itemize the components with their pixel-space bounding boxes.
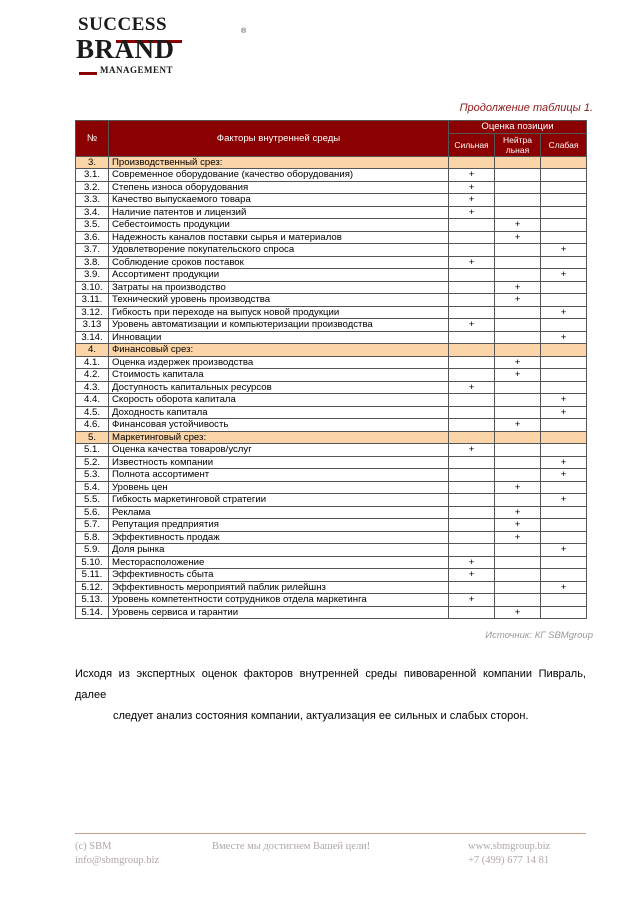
- mark-strong: +: [449, 181, 495, 194]
- row-number: 3.: [76, 156, 109, 169]
- factor-name: Качество выпускаемого товара: [109, 194, 449, 207]
- factor-name: Реклама: [109, 506, 449, 519]
- table-row: [76, 569, 587, 582]
- factor-name: Современное оборудование (качество оборудования): [109, 169, 449, 182]
- mark-strong: [449, 606, 495, 619]
- row-number: 5.9.: [76, 544, 109, 557]
- factor-name: Соблюдение сроков поставок: [109, 256, 449, 269]
- table-row: [76, 194, 587, 207]
- table-row: [76, 406, 587, 419]
- mark-strong: +: [449, 206, 495, 219]
- company-logo: [76, 14, 247, 76]
- row-number: 5.11.: [76, 569, 109, 582]
- factor-name: Ассортимент продукции: [109, 269, 449, 282]
- mark-weak: [541, 281, 587, 294]
- footer-phone: +7 (499) 677 14 81: [468, 855, 550, 866]
- mark-neutral: [495, 344, 541, 357]
- factor-name: Оценка издержек производства: [109, 356, 449, 369]
- table-row: [76, 219, 587, 232]
- mark-weak: [541, 531, 587, 544]
- section-row: [76, 431, 587, 444]
- mark-strong: [449, 394, 495, 407]
- factor-name: Технический уровень производства: [109, 294, 449, 307]
- table-row: [76, 469, 587, 482]
- mark-neutral: [495, 569, 541, 582]
- mark-strong: +: [449, 594, 495, 607]
- row-number: 3.6.: [76, 231, 109, 244]
- header-number: №: [76, 121, 109, 157]
- table-row: [76, 606, 587, 619]
- header-neutral: Нейтра льная: [495, 133, 541, 156]
- factor-name: Инновации: [109, 331, 449, 344]
- mark-weak: [541, 181, 587, 194]
- factor-name: Производственный срез:: [109, 156, 449, 169]
- row-number: 3.14.: [76, 331, 109, 344]
- factor-name: Уровень автоматизации и компьютеризации производства: [109, 319, 449, 332]
- mark-neutral: [495, 169, 541, 182]
- section-row: [76, 156, 587, 169]
- table-body: [76, 156, 587, 619]
- mark-strong: [449, 431, 495, 444]
- footer-left: [75, 840, 159, 868]
- mark-neutral: +: [495, 294, 541, 307]
- mark-strong: [449, 269, 495, 282]
- factor-name: Доступность капитальных ресурсов: [109, 381, 449, 394]
- mark-neutral: [495, 494, 541, 507]
- mark-strong: +: [449, 556, 495, 569]
- row-number: 4.1.: [76, 356, 109, 369]
- paragraph-line-2: следует анализ состояния компании, актуализация ее сильных и слабых сторон.: [113, 710, 529, 722]
- body-paragraph: [75, 664, 586, 727]
- mark-neutral: +: [495, 606, 541, 619]
- table-row: [76, 419, 587, 432]
- table-row: [76, 506, 587, 519]
- mark-neutral: [495, 581, 541, 594]
- factor-name: Финансовый срез:: [109, 344, 449, 357]
- table-continuation-label: Продолжение таблицы 1.: [459, 102, 593, 114]
- mark-neutral: [495, 181, 541, 194]
- mark-strong: [449, 156, 495, 169]
- row-number: 5.: [76, 431, 109, 444]
- factor-name: Наличие патентов и лицензий: [109, 206, 449, 219]
- logo-line-management: MANAGEMENT: [100, 65, 173, 75]
- row-number: 3.3.: [76, 194, 109, 207]
- table-row: [76, 306, 587, 319]
- factor-name: Стоимость капитала: [109, 369, 449, 382]
- registered-mark: ®: [241, 28, 247, 35]
- mark-neutral: +: [495, 231, 541, 244]
- factor-name: Себестоимость продукции: [109, 219, 449, 232]
- mark-weak: +: [541, 269, 587, 282]
- footer-slogan: Вместе мы достигнем Вашей цели!: [212, 841, 371, 852]
- table-row: [76, 369, 587, 382]
- mark-strong: +: [449, 381, 495, 394]
- table-row: [76, 206, 587, 219]
- row-number: 5.8.: [76, 531, 109, 544]
- row-number: 4.: [76, 344, 109, 357]
- mark-strong: [449, 356, 495, 369]
- row-number: 3.5.: [76, 219, 109, 232]
- row-number: 5.2.: [76, 456, 109, 469]
- mark-strong: [449, 519, 495, 532]
- table-source: Источник: КГ SBMgroup: [485, 630, 593, 641]
- row-number: 5.13.: [76, 594, 109, 607]
- table-row: [76, 169, 587, 182]
- table-row: [76, 181, 587, 194]
- mark-strong: [449, 244, 495, 257]
- mark-weak: +: [541, 456, 587, 469]
- footer-copyright: (c) SBM: [75, 841, 112, 852]
- mark-strong: +: [449, 569, 495, 582]
- mark-strong: +: [449, 319, 495, 332]
- row-number: 5.3.: [76, 469, 109, 482]
- factor-name: Уровень цен: [109, 481, 449, 494]
- mark-neutral: [495, 431, 541, 444]
- table-row: [76, 319, 587, 332]
- mark-neutral: +: [495, 369, 541, 382]
- mark-weak: [541, 381, 587, 394]
- mark-neutral: [495, 444, 541, 457]
- mark-weak: [541, 256, 587, 269]
- mark-neutral: [495, 556, 541, 569]
- mark-weak: +: [541, 581, 587, 594]
- row-number: 4.4.: [76, 394, 109, 407]
- mark-strong: [449, 531, 495, 544]
- table-row: [76, 269, 587, 282]
- table-row: [76, 594, 587, 607]
- factor-name: Эффективность мероприятий паблик рилейшнз: [109, 581, 449, 594]
- mark-strong: [449, 281, 495, 294]
- factor-name: Полнота ассортимент: [109, 469, 449, 482]
- row-number: 3.11.: [76, 294, 109, 307]
- table-row: [76, 519, 587, 532]
- logo-line-brand: BRAND: [76, 34, 175, 64]
- table-row: [76, 256, 587, 269]
- mark-neutral: +: [495, 281, 541, 294]
- paragraph-line-1: Исходя из экспертных оценок факторов внутренней среды пивоваренной компании Пивраль, далее: [75, 668, 586, 701]
- factor-name: Финансовая устойчивость: [109, 419, 449, 432]
- mark-weak: +: [541, 494, 587, 507]
- mark-weak: +: [541, 306, 587, 319]
- factor-name: Эффективность сбыта: [109, 569, 449, 582]
- mark-strong: [449, 306, 495, 319]
- mark-weak: [541, 169, 587, 182]
- factor-name: Затраты на производство: [109, 281, 449, 294]
- mark-weak: [541, 206, 587, 219]
- table-row: [76, 581, 587, 594]
- mark-neutral: [495, 544, 541, 557]
- factor-name: Оценка качества товаров/услуг: [109, 444, 449, 457]
- table-row: [76, 556, 587, 569]
- mark-strong: [449, 294, 495, 307]
- mark-weak: [541, 194, 587, 207]
- mark-weak: [541, 481, 587, 494]
- mark-strong: [449, 456, 495, 469]
- mark-neutral: +: [495, 219, 541, 232]
- row-number: 5.14.: [76, 606, 109, 619]
- table-row: [76, 481, 587, 494]
- section-row: [76, 344, 587, 357]
- mark-neutral: [495, 194, 541, 207]
- mark-strong: [449, 481, 495, 494]
- mark-neutral: [495, 456, 541, 469]
- table-row: [76, 294, 587, 307]
- row-number: 3.7.: [76, 244, 109, 257]
- factor-name: Маркетинговый срез:: [109, 431, 449, 444]
- mark-neutral: +: [495, 356, 541, 369]
- mark-strong: [449, 506, 495, 519]
- mark-strong: +: [449, 444, 495, 457]
- row-number: 3.10.: [76, 281, 109, 294]
- mark-strong: [449, 494, 495, 507]
- mark-strong: [449, 231, 495, 244]
- footer-email: info@sbmgroup.biz: [75, 855, 160, 866]
- table-row: [76, 544, 587, 557]
- mark-strong: [449, 406, 495, 419]
- row-number: 3.9.: [76, 269, 109, 282]
- mark-weak: [541, 606, 587, 619]
- header-strong: Сильная: [449, 133, 495, 156]
- mark-strong: [449, 219, 495, 232]
- mark-neutral: +: [495, 519, 541, 532]
- mark-weak: [541, 431, 587, 444]
- mark-strong: +: [449, 256, 495, 269]
- row-number: 3.13: [76, 319, 109, 332]
- logo-accent-bar-small: [79, 72, 97, 75]
- mark-neutral: +: [495, 531, 541, 544]
- row-number: 5.1.: [76, 444, 109, 457]
- mark-weak: [541, 569, 587, 582]
- internal-factors-table: [75, 120, 587, 619]
- row-number: 4.5.: [76, 406, 109, 419]
- factor-name: Месторасположение: [109, 556, 449, 569]
- row-number: 5.10.: [76, 556, 109, 569]
- factor-name: Репутация предприятия: [109, 519, 449, 532]
- mark-strong: +: [449, 194, 495, 207]
- mark-strong: +: [449, 169, 495, 182]
- header-weak: Слабая: [541, 133, 587, 156]
- factor-name: Скорость оборота капитала: [109, 394, 449, 407]
- factor-name: Гибкость маркетинговой стратегии: [109, 494, 449, 507]
- mark-neutral: +: [495, 419, 541, 432]
- mark-strong: [449, 419, 495, 432]
- row-number: 4.2.: [76, 369, 109, 382]
- table-row: [76, 531, 587, 544]
- mark-neutral: [495, 406, 541, 419]
- table-row: [76, 394, 587, 407]
- mark-weak: [541, 219, 587, 232]
- mark-weak: +: [541, 469, 587, 482]
- mark-weak: +: [541, 544, 587, 557]
- mark-weak: [541, 294, 587, 307]
- mark-weak: [541, 506, 587, 519]
- row-number: 3.12.: [76, 306, 109, 319]
- table-row: [76, 356, 587, 369]
- mark-neutral: [495, 306, 541, 319]
- table-row: [76, 281, 587, 294]
- logo-line-success: SUCCESS: [78, 14, 168, 35]
- header-position-group: Оценка позиции: [449, 121, 587, 134]
- factor-name: Степень износа оборудования: [109, 181, 449, 194]
- mark-strong: [449, 544, 495, 557]
- mark-neutral: [495, 469, 541, 482]
- mark-neutral: +: [495, 481, 541, 494]
- row-number: 5.4.: [76, 481, 109, 494]
- mark-weak: [541, 369, 587, 382]
- mark-weak: [541, 356, 587, 369]
- factor-name: Уровень сервиса и гарантии: [109, 606, 449, 619]
- table-row: [76, 231, 587, 244]
- table-row: [76, 331, 587, 344]
- mark-weak: [541, 344, 587, 357]
- mark-weak: [541, 231, 587, 244]
- mark-neutral: +: [495, 506, 541, 519]
- table-row: [76, 444, 587, 457]
- table-row: [76, 381, 587, 394]
- mark-neutral: [495, 269, 541, 282]
- mark-strong: [449, 469, 495, 482]
- table-row: [76, 244, 587, 257]
- mark-weak: [541, 156, 587, 169]
- mark-weak: +: [541, 331, 587, 344]
- mark-strong: [449, 581, 495, 594]
- mark-neutral: [495, 331, 541, 344]
- footer-site: www.sbmgroup.biz: [468, 841, 551, 852]
- mark-strong: [449, 331, 495, 344]
- mark-neutral: [495, 594, 541, 607]
- factor-name: Гибкость при переходе на выпуск новой продукции: [109, 306, 449, 319]
- factor-name: Уровень компетентности сотрудников отдела маркетинга: [109, 594, 449, 607]
- mark-neutral: [495, 244, 541, 257]
- factor-name: Доходность капитала: [109, 406, 449, 419]
- factor-name: Удовлетворение покупательского спроса: [109, 244, 449, 257]
- row-number: 5.7.: [76, 519, 109, 532]
- row-number: 5.5.: [76, 494, 109, 507]
- mark-strong: [449, 369, 495, 382]
- row-number: 4.6.: [76, 419, 109, 432]
- row-number: 4.3.: [76, 381, 109, 394]
- mark-weak: [541, 444, 587, 457]
- row-number: 3.2.: [76, 181, 109, 194]
- row-number: 3.8.: [76, 256, 109, 269]
- mark-neutral: [495, 156, 541, 169]
- mark-weak: [541, 319, 587, 332]
- mark-neutral: [495, 381, 541, 394]
- mark-weak: [541, 519, 587, 532]
- mark-neutral: [495, 256, 541, 269]
- table-row: [76, 456, 587, 469]
- mark-weak: +: [541, 406, 587, 419]
- row-number: 3.1.: [76, 169, 109, 182]
- footer-right: [468, 840, 550, 868]
- mark-neutral: [495, 394, 541, 407]
- factor-name: Эффективность продаж: [109, 531, 449, 544]
- factor-name: Известность компании: [109, 456, 449, 469]
- mark-strong: [449, 344, 495, 357]
- mark-weak: [541, 594, 587, 607]
- mark-weak: +: [541, 244, 587, 257]
- mark-neutral: [495, 319, 541, 332]
- mark-neutral: [495, 206, 541, 219]
- mark-weak: +: [541, 394, 587, 407]
- header-factors: Факторы внутренней среды: [109, 121, 449, 157]
- row-number: 3.4.: [76, 206, 109, 219]
- mark-weak: [541, 556, 587, 569]
- row-number: 5.6.: [76, 506, 109, 519]
- mark-weak: [541, 419, 587, 432]
- footer-divider: [75, 833, 586, 834]
- row-number: 5.12.: [76, 581, 109, 594]
- factor-name: Надежность каналов поставки сырья и материалов: [109, 231, 449, 244]
- factor-name: Доля рынка: [109, 544, 449, 557]
- table-row: [76, 494, 587, 507]
